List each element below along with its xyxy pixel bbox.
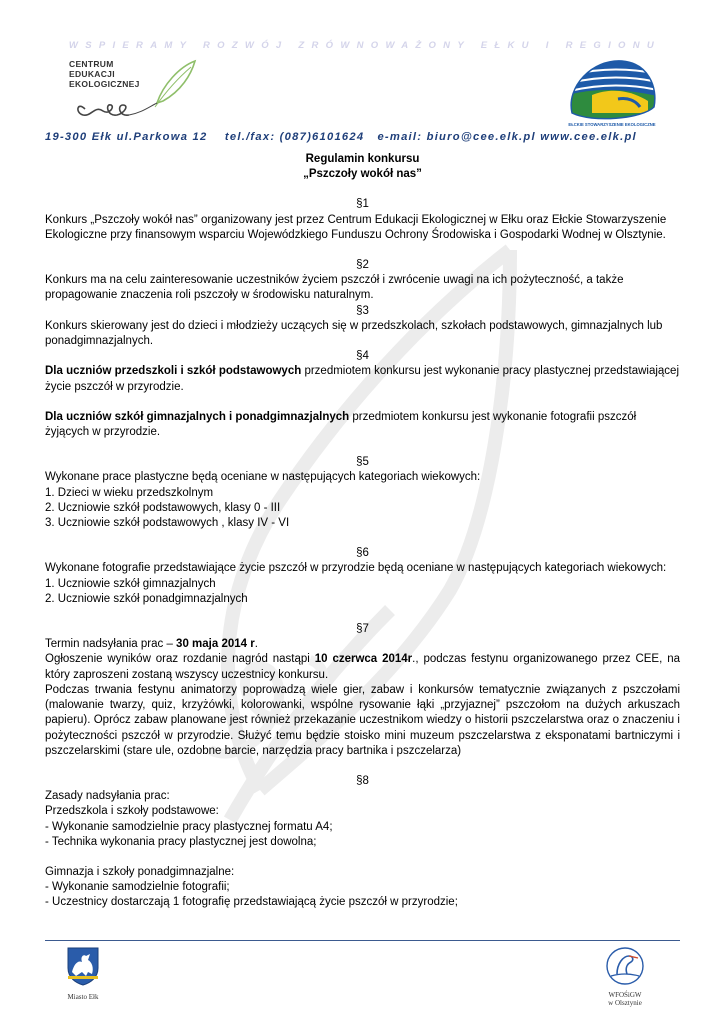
email-label: e-mail: bbox=[377, 131, 423, 143]
coat-of-arms-icon bbox=[66, 946, 100, 986]
bold-phrase: Dla uczniów przedszkoli i szkół podstawowych bbox=[45, 365, 302, 378]
paragraph bbox=[45, 637, 680, 652]
list-item: - Wykonanie samodzielnie pracy plastycznej formatu A4; bbox=[45, 820, 333, 833]
section-number: §8 bbox=[356, 774, 369, 787]
list-item: 1. Dzieci w wieku przedszkolnym bbox=[45, 486, 214, 499]
list-item: 2. Uczniowie szkół podstawowych, klasy 0 - III bbox=[45, 501, 281, 514]
svg-text:EŁCKIE STOWARZYSZENIE EKOLOGIC: EŁCKIE STOWARZYSZENIE EKOLOGICZNE bbox=[568, 122, 656, 127]
phone: tel./fax: (087)6101624 bbox=[224, 131, 365, 143]
list-item: 1. Uczniowie szkół gimnazjalnych bbox=[45, 577, 216, 590]
section-number: §3 bbox=[356, 304, 369, 317]
stork-icon bbox=[605, 946, 645, 986]
paragraph: Konkurs skierowany jest do dzieci i młodzieży uczących się w przedszkolach, szkołach podstawowych, gimnazjalnych lub ponadgimnazjalnych. bbox=[45, 319, 663, 348]
logo-text-line: EKOLOGICZNEJ bbox=[69, 79, 140, 89]
doc-title: Regulamin konkursu bbox=[305, 153, 420, 165]
paragraph: Zasady nadsyłania prac: bbox=[45, 790, 170, 803]
section-number: §1 bbox=[356, 198, 369, 211]
list-item: - Technika wykonania pracy plastycznej jest dowolna; bbox=[45, 835, 317, 848]
text-run: Termin nadsyłania prac – bbox=[45, 638, 177, 651]
section-number: §6 bbox=[356, 547, 369, 560]
text-run: Ogłoszenie wyników oraz rozdanie nagród nastąpi bbox=[45, 653, 315, 666]
text-run: przedmiotem konkursu jest wykonanie fotografii pszczół żyjących w przyrodzie. bbox=[45, 410, 637, 439]
email-link[interactable]: biuro@cee.elk.pl bbox=[426, 131, 536, 143]
section-number: §2 bbox=[356, 259, 369, 272]
logo-text-line: EDUKACJI bbox=[69, 69, 115, 79]
contact-line bbox=[45, 131, 637, 143]
footer-right-caption-2: w Olsztynie bbox=[608, 999, 642, 1007]
paragraph: Przedszkola i szkoły podstawowe: bbox=[45, 805, 219, 818]
list-item: 3. Uczniowie szkół podstawowych , klasy IV - VI bbox=[45, 517, 290, 530]
paragraph: Podczas trwania festynu animatorzy poprowadzą wiele gier, zabaw i konkursów tematycznie związanych z pszczołami (malowanie twarzy, quiz, krzyżówki, kolorowanki, wspólne rysowanie łąki „przyjaznej” pszczołom na dużych arkuszach papieru). Oprócz zabaw planowane jest również przekazanie uczestnikom wiedzy o historii pszczelarstwa oraz o znaczeniu i pożyteczności pszczół w przyrodzie. Służyć temu będzie stoisko mini muzeum pszczelarstwa z eksponatami bartniczymi i pszczelarskimi (stare ule, ozdobne barcie, narzędzia pracy bartnika i pszczelarza) bbox=[45, 683, 680, 757]
paragraph: Konkurs „Pszczoły wokół nas” organizowany jest przez Centrum Edukacji Ekologicznej w Ełku oraz Ełckie Stowarzyszenie Ekologiczne przy finansowym wsparciu Wojewódzkiego Funduszu Ochrony Środowiska i Gospodarki Wodnej w Olsztynie. bbox=[45, 213, 667, 241]
website-link[interactable]: www.cee.elk.pl bbox=[540, 131, 637, 143]
text-run: ., podczas festynu organizowanego przez CEE, na który zaproszeni zostaną wszyscy uczestnicy konkursu. bbox=[45, 653, 680, 681]
text-run: przedmiotem konkursu jest wykonanie pracy plastycznej przedstawiającej życie pszczół w przyrodzie. bbox=[45, 365, 680, 393]
paragraph bbox=[45, 364, 680, 394]
section-number: §7 bbox=[356, 623, 369, 636]
footer-left-caption: Miasto Ełk bbox=[67, 993, 99, 1001]
section-number: §5 bbox=[356, 456, 369, 469]
doc-subtitle: „Pszczoły wokół nas” bbox=[303, 168, 422, 181]
paragraph bbox=[45, 652, 680, 682]
list-item: 2. Uczniowie szkół ponadgimnazjalnych bbox=[45, 592, 248, 605]
footer-logo-wfosigw bbox=[600, 946, 650, 1007]
list-item: - Wykonanie samodzielnie fotografii; bbox=[45, 881, 230, 894]
logo-text-line: CENTRUM bbox=[69, 59, 114, 69]
footer-divider bbox=[45, 940, 680, 941]
section-number: §4 bbox=[356, 350, 369, 363]
paragraph: Konkurs ma na celu zainteresowanie uczestników życiem pszczół i zwrócenie uwagi na ich pożyteczność, a także propagowanie znaczenia roli pszczoły w środowisku naturalnym. bbox=[45, 274, 624, 302]
header-motto: WSPIERAMY ROZWÓJ ZRÓWNOWAŻONY EŁKU I REGIONU bbox=[68, 40, 662, 51]
cee-logo bbox=[45, 57, 205, 121]
list-item: - Uczestnicy dostarczają 1 fotografię przedstawiającą życie pszczół w przyrodzie; bbox=[45, 896, 458, 909]
document-body bbox=[45, 152, 680, 911]
deadline-date: 30 maja 2014 r bbox=[176, 638, 255, 651]
paragraph: Wykonane fotografie przedstawiające życie pszczół w przyrodzie będą oceniane w następujących kategoriach wiekowych: bbox=[45, 562, 667, 575]
bold-phrase: Dla uczniów szkół gimnazjalnych i ponadgimnazjalnych bbox=[45, 410, 350, 423]
text-run: . bbox=[254, 638, 258, 651]
results-date: 10 czerwca 2014r bbox=[314, 653, 413, 666]
footer-right-caption-1: WFOŚiGW bbox=[608, 991, 642, 999]
ese-logo bbox=[562, 57, 662, 129]
footer-logo-elk bbox=[58, 946, 108, 1001]
paragraph: Wykonane prace plastyczne będą oceniane w następujących kategoriach wiekowych: bbox=[45, 471, 481, 484]
address: 19-300 Ełk ul.Parkowa 12 bbox=[45, 131, 208, 143]
paragraph: Gimnazja i szkoły ponadgimnazjalne: bbox=[45, 865, 235, 878]
paragraph bbox=[45, 410, 680, 440]
